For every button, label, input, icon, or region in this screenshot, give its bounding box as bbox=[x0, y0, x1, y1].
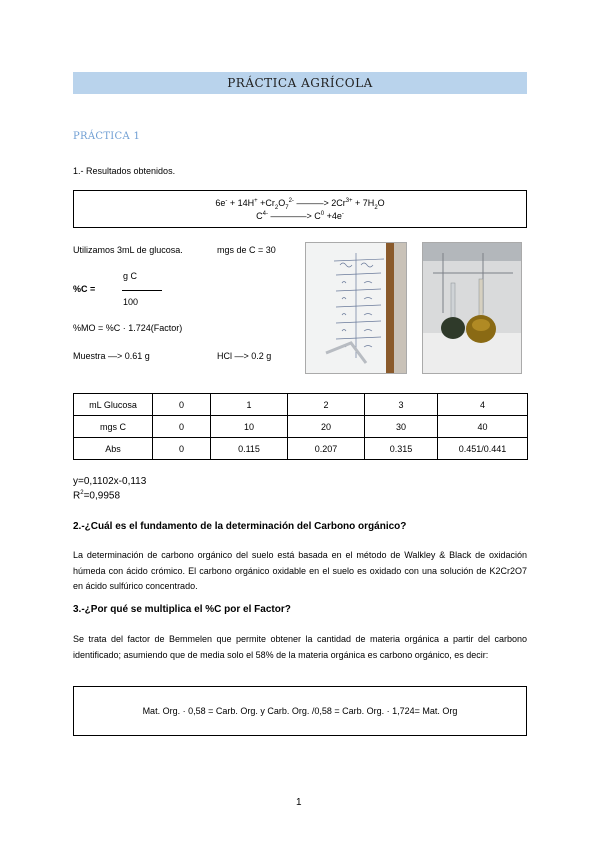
table-row-header: mgs C bbox=[74, 416, 153, 438]
answer-2: La determinación de carbono orgánico del suelo está basada en el método de Walkley & Black de oxidación húmeda con ácido crómico. El carbono orgánico oxidable en el suelo es oxidado con una solución de K2Cr2O7 en ácido sulfúrico concentrado. bbox=[73, 550, 527, 591]
page-number: 1 bbox=[296, 797, 302, 808]
section-label: PRÁCTICA 1 bbox=[73, 131, 141, 142]
bemmelen-formula: Mat. Org. · 0,58 = Carb. Org. y Carb. Org. /0,58 = Carb. Org. · 1,724= Mat. Org bbox=[142, 706, 458, 716]
table-cell: 0.315 bbox=[365, 438, 438, 460]
r-squared: $R^2=0,9958$ bbox=[73, 490, 121, 502]
whiteboard-image bbox=[306, 243, 406, 373]
equation-box bbox=[73, 190, 527, 228]
table-cell: 0 bbox=[153, 394, 211, 416]
glucose-note: Utilizamos 3mL de glucosa. bbox=[73, 245, 183, 255]
table-row-header: Abs bbox=[74, 438, 153, 460]
table-cell: 40 bbox=[438, 416, 528, 438]
table-cell: 4 bbox=[438, 394, 528, 416]
regression-equation: y=0,1102x-0,113 bbox=[73, 476, 147, 487]
mo-formula: %MO = %C · 1.724(Factor) bbox=[73, 323, 183, 333]
whiteboard-photo bbox=[305, 242, 407, 374]
sample-note: Muestra —> 0.61 g bbox=[73, 351, 150, 361]
table-cell: 0 bbox=[153, 438, 211, 460]
answer-3: Se trata del factor de Bemmelen que permite obtener la cantidad de materia orgánica a partir del carbono identificado; asumiendo que de media solo el 58% de la materia orgánica es carbono orgánico, es decir: bbox=[73, 634, 527, 660]
table-cell: 10 bbox=[211, 416, 288, 438]
flasks-image bbox=[423, 243, 521, 373]
table-row-header: mL Glucosa bbox=[74, 394, 153, 416]
table-cell: 20 bbox=[288, 416, 365, 438]
flasks-photo bbox=[422, 242, 522, 374]
table-cell: 0.451/0.441 bbox=[438, 438, 528, 460]
fraction-line bbox=[122, 290, 162, 291]
page-title: PRÁCTICA AGRÍCOLA bbox=[227, 76, 373, 90]
table-cell: 1 bbox=[211, 394, 288, 416]
glucose-table bbox=[73, 393, 528, 460]
table-cell: 0.115 bbox=[211, 438, 288, 460]
redox-equation-2: $C^{4-}$ ————> $C^0 +4e^-$ bbox=[256, 211, 344, 221]
table-cell: 3 bbox=[365, 394, 438, 416]
table-cell: 0 bbox=[153, 416, 211, 438]
mgs-c-note: mgs de C = 30 bbox=[217, 245, 276, 255]
table-cell: 30 bbox=[365, 416, 438, 438]
bemmelen-formula-box bbox=[73, 686, 527, 736]
page-title-banner bbox=[73, 72, 527, 94]
table-row bbox=[74, 394, 528, 416]
table-cell: 2 bbox=[288, 394, 365, 416]
table-row bbox=[74, 416, 528, 438]
results-heading: 1.- Resultados obtenidos. bbox=[73, 166, 176, 176]
table-row bbox=[74, 438, 528, 460]
table-cell: 0.207 bbox=[288, 438, 365, 460]
pc-label: %C = bbox=[73, 284, 96, 294]
hcl-note: HCl —> 0.2 g bbox=[217, 351, 272, 361]
redox-equation-1: $6e^- + 14H^+ +Cr_2O_7^{2-}$ ———> $2Cr^{3+} + 7H_2O$ bbox=[215, 198, 385, 211]
pc-numerator: g C bbox=[123, 271, 138, 281]
question-2: 2.-¿Cuál es el fundamento de la determinación del Carbono orgánico? bbox=[73, 521, 407, 532]
pc-denominator: 100 bbox=[123, 297, 139, 307]
question-3: 3.-¿Por qué se multiplica el %C por el Factor? bbox=[73, 604, 291, 615]
